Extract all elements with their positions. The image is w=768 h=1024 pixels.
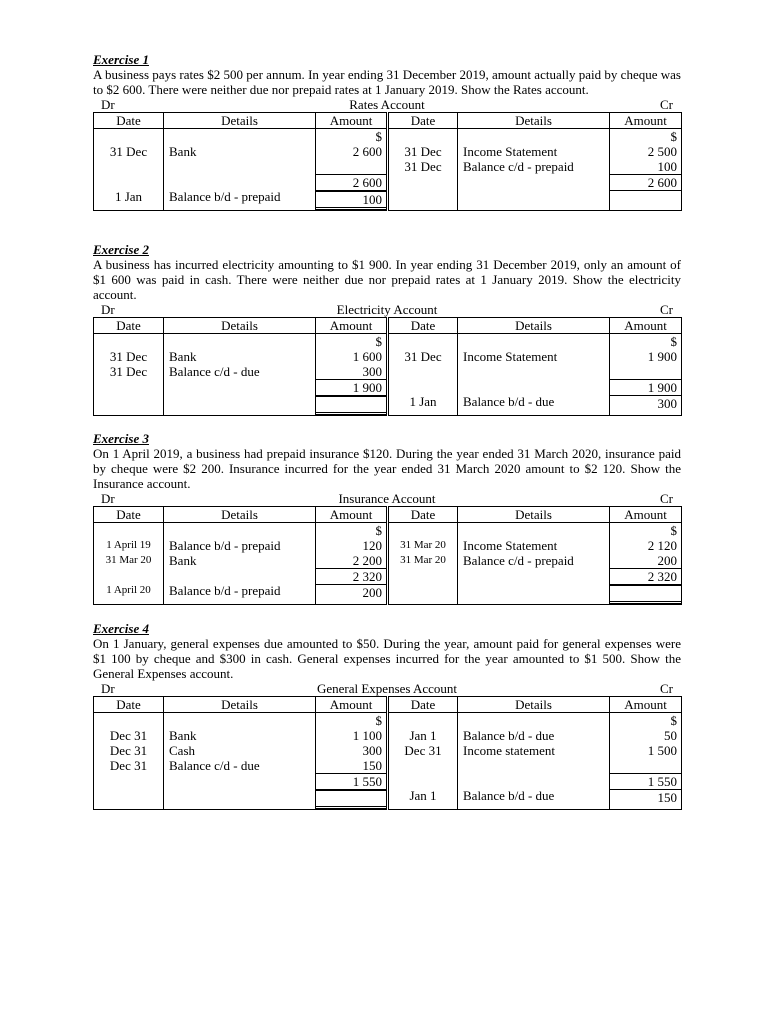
credit-details-line: Income Statement <box>463 144 558 159</box>
exercise-title: Exercise 1 <box>93 52 149 67</box>
debit-details-line <box>164 523 315 538</box>
credit-details-line: Income statement <box>463 743 556 758</box>
column-header: Amount <box>610 507 682 523</box>
credit-details-line <box>458 364 609 379</box>
exercise-2 <box>93 242 681 416</box>
exercise-title: Exercise 4 <box>93 621 149 636</box>
debit-date-line <box>94 788 163 803</box>
debit-amount-line: 1 100 <box>352 728 382 743</box>
debit-date-line <box>94 174 163 189</box>
credit-date-line <box>389 334 457 349</box>
exercise-1 <box>93 52 681 211</box>
debit-date-line <box>94 334 163 349</box>
credit-details-cell <box>458 523 610 605</box>
debit-date-line: 31 Dec <box>109 349 148 364</box>
column-header: Amount <box>610 318 682 334</box>
exercise-question: On 1 April 2019, a business had prepaid insurance $120. During the year ended 31 March 2020, insurance paid by cheque were $2 200. Insurance incurred for the year ended 31 March 2020 amount to $2 120. Show the Insurance account. <box>93 446 681 491</box>
debit-details-line: Balance b/d - prepaid <box>169 538 281 553</box>
debit-details-line <box>164 713 315 728</box>
credit-date-line: 31 Dec <box>404 144 442 159</box>
column-header: Details <box>164 318 316 334</box>
credit-date-line <box>389 773 457 788</box>
debit-amount-line: 2 600 <box>316 174 386 191</box>
debit-details-line <box>164 129 315 144</box>
entries-row <box>94 129 682 211</box>
debit-details-line <box>164 334 315 349</box>
debit-date-cell <box>94 129 164 211</box>
debit-details-line: Bank <box>169 553 197 568</box>
credit-amount-line: 50 <box>664 728 677 743</box>
account-name: Rates Account <box>349 97 425 112</box>
credit-amount-cell <box>610 713 682 810</box>
credit-details-line <box>458 583 609 598</box>
entries-row <box>94 334 682 416</box>
credit-amount-line: $ <box>670 713 677 728</box>
credit-details-line <box>458 568 609 583</box>
credit-details-line: Balance b/d - due <box>463 788 555 803</box>
credit-date-line <box>389 523 457 538</box>
debit-details-line: Bank <box>169 144 197 159</box>
debit-date-line <box>94 523 163 538</box>
debit-amount-line: 2 600 <box>352 144 382 159</box>
debit-amount-line: 100 <box>316 191 386 210</box>
exercise-4 <box>93 621 681 810</box>
credit-amount-line: 1 500 <box>647 743 677 758</box>
credit-amount-line <box>610 585 681 604</box>
account-name: Insurance Account <box>338 491 436 506</box>
column-header: Details <box>164 697 316 713</box>
credit-amount-line <box>610 364 681 379</box>
credit-details-line <box>458 713 609 728</box>
debit-details-line <box>164 379 315 394</box>
credit-amount-line: 1 900 <box>610 379 681 396</box>
credit-date-cell <box>388 129 458 211</box>
column-header: Amount <box>316 113 388 129</box>
debit-details-line: Bank <box>169 728 197 743</box>
column-header: Date <box>94 113 164 129</box>
debit-amount-line: 120 <box>362 538 382 553</box>
column-header: Date <box>388 697 458 713</box>
header-row <box>94 507 682 523</box>
debit-date-cell <box>94 334 164 416</box>
credit-date-line <box>389 379 457 394</box>
credit-details-line <box>458 773 609 788</box>
column-header: Date <box>388 318 458 334</box>
credit-date-cell <box>388 334 458 416</box>
credit-label: Cr <box>660 491 673 506</box>
debit-details-line: Bank <box>169 349 197 364</box>
debit-details-cell <box>164 129 316 211</box>
debit-label: Dr <box>101 491 115 506</box>
entries-row <box>94 523 682 605</box>
credit-date-line <box>389 583 457 598</box>
column-header: Amount <box>316 507 388 523</box>
exercise-3 <box>93 431 681 605</box>
credit-label: Cr <box>660 97 673 112</box>
credit-amount-line <box>610 191 681 206</box>
account-heading <box>93 302 681 317</box>
debit-amount-line: 1 600 <box>352 349 382 364</box>
credit-amount-line: 200 <box>657 553 677 568</box>
credit-amount-line: 1 550 <box>610 773 681 790</box>
debit-amount-line: $ <box>375 334 382 349</box>
credit-amount-line: 2 320 <box>610 568 681 585</box>
column-header: Amount <box>610 113 682 129</box>
credit-details-line <box>458 174 609 189</box>
credit-amount-line: $ <box>670 523 677 538</box>
debit-date-cell <box>94 523 164 605</box>
debit-amount-line: $ <box>375 129 382 144</box>
entries-row <box>94 713 682 810</box>
credit-details-cell <box>458 713 610 810</box>
column-header: Date <box>94 318 164 334</box>
header-row <box>94 113 682 129</box>
credit-label: Cr <box>660 302 673 317</box>
debit-amount-cell <box>316 523 388 605</box>
t-account-table <box>93 112 682 211</box>
credit-amount-cell <box>610 523 682 605</box>
credit-amount-line: 2 500 <box>647 144 677 159</box>
credit-amount-line <box>610 758 681 773</box>
credit-date-line <box>389 174 457 189</box>
credit-details-line <box>458 129 609 144</box>
debit-amount-line: $ <box>375 713 382 728</box>
account-heading <box>93 491 681 506</box>
debit-label: Dr <box>101 97 115 112</box>
column-header: Details <box>458 507 610 523</box>
debit-details-line <box>164 174 315 189</box>
exercise-title: Exercise 2 <box>93 242 149 257</box>
credit-details-line <box>458 334 609 349</box>
debit-amount-line: 200 <box>362 585 382 600</box>
debit-details-line: Balance c/d - due <box>169 364 260 379</box>
column-header: Details <box>458 113 610 129</box>
column-header: Details <box>458 318 610 334</box>
credit-date-line: Dec 31 <box>404 743 442 758</box>
debit-details-line: Balance b/d - prepaid <box>169 189 281 204</box>
debit-details-line: Balance b/d - prepaid <box>169 583 281 598</box>
credit-details-line: Balance c/d - prepaid <box>463 159 574 174</box>
header-row <box>94 697 682 713</box>
credit-details-cell <box>458 129 610 211</box>
debit-date-line: Dec 31 <box>109 743 148 758</box>
credit-amount-line: 2 120 <box>647 538 677 553</box>
credit-date-line: 31 Mar 20 <box>400 554 446 566</box>
credit-amount-cell <box>610 129 682 211</box>
credit-amount-line: $ <box>670 129 677 144</box>
debit-amount-line: 300 <box>362 743 382 758</box>
column-header: Date <box>94 507 164 523</box>
column-header: Date <box>94 697 164 713</box>
debit-date-line <box>94 713 163 728</box>
credit-date-line: Jan 1 <box>409 728 437 743</box>
account-heading <box>93 97 681 112</box>
credit-amount-line: 2 600 <box>610 174 681 191</box>
credit-date-line: 31 Dec <box>404 349 442 364</box>
debit-date-line: 31 Dec <box>109 144 148 159</box>
debit-date-line: Dec 31 <box>109 758 148 773</box>
debit-date-line <box>94 379 163 394</box>
debit-label: Dr <box>101 302 115 317</box>
debit-amount-line: 300 <box>362 364 382 379</box>
exercise-question: On 1 January, general expenses due amounted to $50. During the year, amount paid for general expenses were $1 100 by cheque and $300 in cash. General expenses incurred for the year amounted to $1 500. Show the General Expenses account. <box>93 636 681 681</box>
debit-date-line <box>94 568 163 583</box>
column-header: Amount <box>316 697 388 713</box>
debit-date-line <box>94 773 163 788</box>
debit-date-cell <box>94 713 164 810</box>
credit-date-line <box>389 568 457 583</box>
credit-details-line: Income Statement <box>463 538 558 553</box>
credit-details-line: Balance b/d - due <box>463 728 555 743</box>
debit-date-line: 31 Mar 20 <box>105 554 152 566</box>
credit-date-line <box>389 364 457 379</box>
debit-date-line: 1 April 19 <box>106 539 151 551</box>
credit-date-line: 31 Dec <box>404 159 442 174</box>
debit-amount-line: 2 200 <box>352 553 382 568</box>
debit-date-line: 1 April 20 <box>106 584 151 596</box>
column-header: Date <box>388 113 458 129</box>
credit-details-line: Balance b/d - due <box>463 394 555 409</box>
debit-date-line <box>94 394 163 409</box>
account-heading <box>93 681 681 696</box>
credit-details-line: Income Statement <box>463 349 558 364</box>
credit-amount-line: 150 <box>657 790 677 805</box>
debit-details-line <box>164 788 315 803</box>
account-name: General Expenses Account <box>316 681 458 696</box>
debit-date-line: 1 Jan <box>114 189 143 204</box>
debit-label: Dr <box>101 681 115 696</box>
credit-date-line: 1 Jan <box>409 394 437 409</box>
account-name: Electricity Account <box>336 302 438 317</box>
debit-amount-line: 1 550 <box>316 773 386 790</box>
debit-date-line <box>94 159 163 174</box>
debit-amount-cell <box>316 713 388 810</box>
credit-date-line <box>389 758 457 773</box>
column-header: Amount <box>316 318 388 334</box>
credit-date-line: Jan 1 <box>409 788 437 803</box>
credit-date-cell <box>388 523 458 605</box>
debit-amount-line: 2 320 <box>316 568 386 585</box>
debit-details-line: Balance c/d - due <box>169 758 260 773</box>
debit-date-line: Dec 31 <box>109 728 148 743</box>
debit-details-line: Cash <box>169 743 195 758</box>
debit-date-line: 31 Dec <box>109 364 148 379</box>
exercise-title: Exercise 3 <box>93 431 149 446</box>
t-account-table <box>93 317 682 416</box>
debit-amount-line <box>316 790 386 809</box>
credit-amount-line: $ <box>670 334 677 349</box>
credit-label: Cr <box>660 681 673 696</box>
debit-amount-cell <box>316 129 388 211</box>
credit-date-line <box>389 189 457 204</box>
credit-details-cell <box>458 334 610 416</box>
debit-details-line <box>164 159 315 174</box>
t-account-table <box>93 506 682 605</box>
debit-amount-line: $ <box>375 523 382 538</box>
debit-amount-line: 150 <box>362 758 382 773</box>
debit-date-line <box>94 129 163 144</box>
column-header: Amount <box>610 697 682 713</box>
debit-amount-line <box>316 159 386 174</box>
debit-amount-line: 1 900 <box>316 379 386 396</box>
debit-details-cell <box>164 523 316 605</box>
column-header: Details <box>458 697 610 713</box>
credit-amount-cell <box>610 334 682 416</box>
debit-details-line <box>164 773 315 788</box>
credit-details-line <box>458 379 609 394</box>
debit-details-cell <box>164 334 316 416</box>
header-row <box>94 318 682 334</box>
credit-details-line <box>458 758 609 773</box>
credit-details-line: Balance c/d - prepaid <box>463 553 574 568</box>
credit-amount-line: 300 <box>657 396 677 411</box>
column-header: Details <box>164 507 316 523</box>
credit-date-line: 31 Mar 20 <box>400 539 446 551</box>
debit-amount-cell <box>316 334 388 416</box>
column-header: Details <box>164 113 316 129</box>
credit-details-line <box>458 189 609 204</box>
debit-details-line <box>164 394 315 409</box>
exercise-question: A business pays rates $2 500 per annum. In year ending 31 December 2019, amount actually paid by cheque was to $2 600. There were neither due nor prepaid rates at 1 January 2019. Show the Rates account. <box>93 67 681 97</box>
debit-details-cell <box>164 713 316 810</box>
exercise-question: A business has incurred electricity amounting to $1 900. In year ending 31 December 2019, only an amount of $1 600 was paid in cash. There were neither due nor prepaid rates at 1 January 2019. Show the electricity account. <box>93 257 681 302</box>
credit-date-line <box>389 129 457 144</box>
credit-amount-line: 100 <box>657 159 677 174</box>
debit-details-line <box>164 568 315 583</box>
credit-details-line <box>458 523 609 538</box>
credit-date-line <box>389 713 457 728</box>
credit-date-cell <box>388 713 458 810</box>
credit-amount-line: 1 900 <box>647 349 677 364</box>
column-header: Date <box>388 507 458 523</box>
t-account-table <box>93 696 682 810</box>
debit-amount-line <box>316 396 386 415</box>
